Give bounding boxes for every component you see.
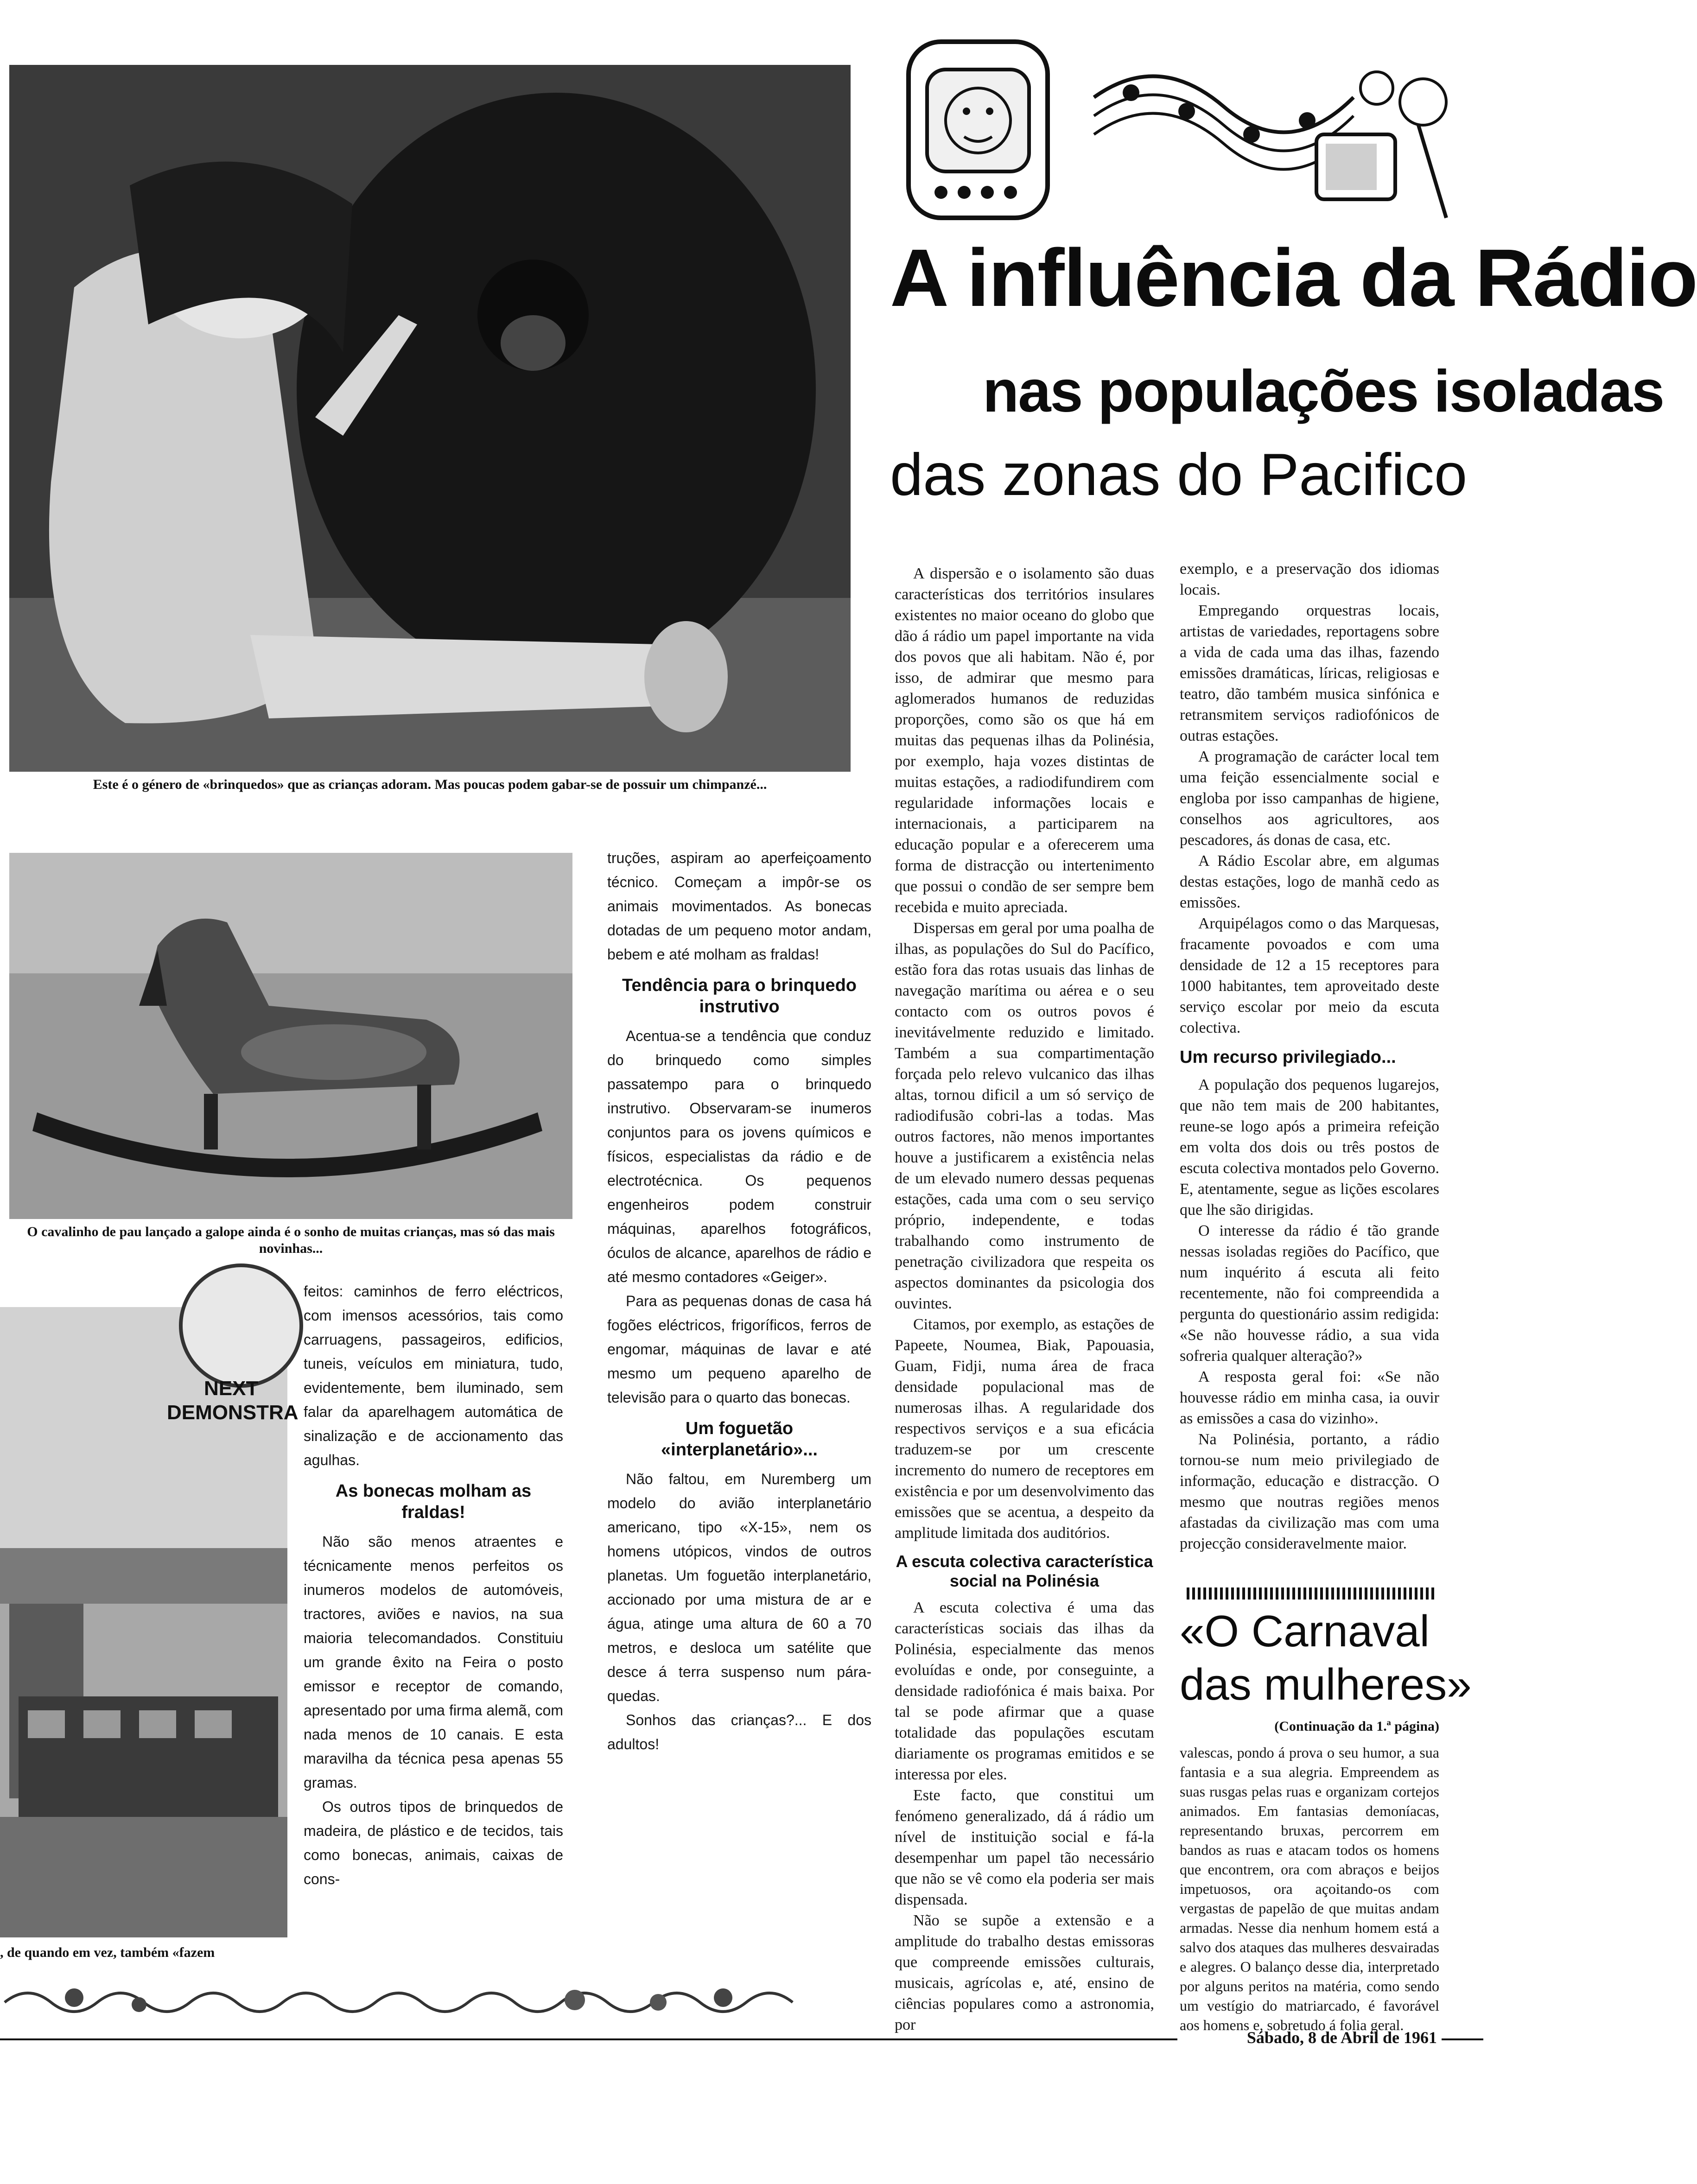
toys-col-a-paragraph-3: Os outros tipos de brinquedos de madeira, de plástico e de tecidos, tais como bonecas, animais, caixas de cons- — [304, 1798, 563, 1887]
carnaval-body — [1180, 1743, 1439, 2033]
carnaval-title-line1: «O Carnaval — [1180, 1606, 1430, 1656]
display-sign-line1: NEXT — [204, 1377, 259, 1400]
chimpanzee-photo-caption: Este é o género de «brinquedos» que as crianças adoram. Mas poucas podem gabar-se de possuir um chimpanzé... — [93, 777, 767, 792]
radio-illustration-art — [899, 32, 1483, 227]
rocking-horse-photo-caption: O cavalinho de pau lançado a galope ainda é o sonho de muitas crianças, mas só das mais novinhas... — [27, 1224, 555, 1256]
footer-date: Sábado, 8 de Abril de 1961 — [1246, 2028, 1437, 2047]
toys-col-a-paragraph-1: feitos: caminhos de ferro eléctricos, com imensos acessórios, tais como carruagens, passageiros, edificios, tuneis, veículos em miniatura, tudo, evidentemente, bem iluminado, sem falar da aparelhagem automática de sinalização e de accionamento das agulhas. — [304, 1283, 563, 1468]
radio-col1-paragraph-6: Não se supõe a extensão e a amplitude do trabalho destas emissoras que compreende emissões culturais, musicais, agrícolas e, até, ensino de ciências populares como a astronomia, por — [895, 1912, 1154, 2033]
radio-col2-heading: Um recurso privilegiado... — [1180, 1048, 1396, 1067]
toys-col-b-heading-1: Tendência para o brinquedo instrutivo — [622, 976, 857, 1016]
radio-column-1 — [895, 563, 1154, 2033]
radio-col2-paragraph-5: Arquipélagos como o das Marquesas, fracamente povoados e com uma densidade de 12 a 15 receptores para 1000 habitantes, tem aproveitado deste serviço escolar por meio da escuta colectiva. — [1180, 915, 1439, 1036]
chimpanzee-photo — [9, 65, 851, 772]
toys-col-b-paragraph-1: truções, aspiram ao aperfeiçoamento técnico. Começam a impôr-se os animais movimentados. As bonecas dotadas de um pequeno motor andam, bebem e até molham as fraldas! — [607, 850, 871, 963]
radio-col2-paragraph-9: Na Polinésia, portanto, a rádio tornou-se num meio privilegiado de informação, educação e distracção. O mesmo que noutras regiões menos afastadas da civilização mas com uma projecção consideravelmente maior. — [1180, 1431, 1439, 1552]
chimpanzee-photo-art — [9, 65, 851, 772]
toy-train-photo — [0, 1307, 299, 1937]
radio-illustration — [899, 32, 1483, 227]
radio-title-line1: A influência da Rádio — [890, 233, 1697, 324]
footer-rule-left — [0, 2038, 1177, 2040]
toys-col-b-paragraph-5: Sonhos das crianças?... E dos adultos! — [607, 1712, 871, 1752]
radio-col1-heading: A escuta colectiva característica social na Polinésia — [896, 1552, 1153, 1590]
radio-col2-paragraph-8: A resposta geral foi: «Se não houvesse rádio em minha casa, ia ouvir as emissões a casa do vizinho». — [1180, 1368, 1439, 1427]
footer-rule-right — [1442, 2038, 1483, 2040]
toys-col-b-paragraph-4: Não faltou, em Nuremberg um modelo do avião interplanetário americano, tipo «X-15», nem os homens utópicos, vindos de outros planetas. Um foguetão interplanetário, accionado por uma mistura de ar e água, atinge uma altura de 60 a 70 metros, e desloca um satélite que desce á terra suspenso num pára-quedas. — [607, 1471, 871, 1704]
radio-col2-paragraph-3: A programação de carácter local tem uma feição essencialmente social e engloba por isso campanhas de higiene, conselhos aos agricultores, aos pescadores, ás donas de casa, etc. — [1180, 748, 1439, 849]
radio-col2-paragraph-2: Empregando orquestras locais, artistas de variedades, reportagens sobre a vida de cada uma das ilhas, fazendo emissões dramáticas, líricas, religiosas e teatro, dão também musica sinfónica e retransmitem serviços radiofónicos de outras estações. — [1180, 602, 1439, 744]
radio-col1-paragraph-4: A escuta colectiva é uma das características sociais das ilhas da Polinésia, especialmente das menos evoluídas e onde, por conseguinte, a densidade radiofónica é mais baixa. Por tal se pode afirmar que a quase totalidade das populações escutam diariamente os programas emitidos e se interessa por eles. — [895, 1599, 1154, 1783]
radio-title-line3: das zonas do Pacifico — [890, 442, 1468, 508]
toys-col-a-paragraph-2: Não são menos atraentes e técnicamente menos perfeitos os inumeros modelos de automóveis, tractores, aviões e navios, na sua maioria telecomandados. Constituiu um grande êxito na Feira o posto emissor e receptor de comando, apresentado por uma firma alemã, com nada menos de 10 canais. E esta maravilha da técnica pesa apenas 55 gramas. — [304, 1533, 563, 1791]
toys-column-b — [607, 846, 871, 1986]
toys-col-a-heading: As bonecas molham as fraldas! — [335, 1481, 532, 1522]
toys-col-b-paragraph-3: Para as pequenas donas de casa há fogões eléctricos, frigoríficos, ferros de engomar, máquinas de lavar e até mesmo um pequeno aparelho de televisão para o quarto das bonecas. — [607, 1293, 871, 1406]
toys-column-a — [304, 1279, 563, 1984]
radio-col1-paragraph-1: A dispersão e o isolamento são duas características dos territórios insulares existentes no maior oceano do globo que dão á rádio um papel importante na vida dos povos que ali habitam. Não é, por isso, de admirar que mesmo para aglomerados humanos de reduzidas proporções, como são os que há em muitas das pequenas ilhas da Polinésia, por exemplo, haja vozes distintas de muitas estações, a radiodifundirem com regularidade informações locais e internacionais, a participarem na educação popular e a oferecerem uma forma de distracção ou intertenimento que possui o condão de ser sempre bem recebida e muito apreciada. — [895, 565, 1154, 916]
radio-column-2 — [1180, 559, 1439, 1569]
radio-col2-paragraph-1: exemplo, e a preservação dos idiomas locais. — [1180, 560, 1439, 598]
radio-col1-paragraph-2: Dispersas em geral por uma poalha de ilhas, as populações do Sul do Pacífico, estão fora das rotas usuais das linhas de navegação marítima ou aérea e o seu contacto com os outros povos é inevitávelmente reduzido e limitado. Também a sua compartimentação forçada pelo relevo vulcanico das ilhas altas, tornou dificil a um só serviço de radiodifusão cobri-las a todas. Mas outros factores, não menos importantes houve a justificarem a existência nelas de um elevado numero dessas pequenas estações, cada uma com o seu serviço próprio, independente, e todas trabalhando como instrumento de penetração civilizadora que respeita os aspectos dominantes da psicologia dos ouvintes. — [895, 920, 1154, 1312]
radio-col2-paragraph-7: O interesse da rádio é tão grande nessas isoladas regiões do Pacífico, que num inquérito á escuta ali feito recentemente, não foi compreendida a pergunta do questionário assim redigida: «Se não houvesse rádio, a sua vida sofreria qualquer alteração?» — [1180, 1222, 1439, 1365]
radio-title-line2: nas populações isoladas — [983, 358, 1664, 425]
display-sign-line2: DEMONSTRA — [167, 1401, 299, 1424]
carnaval-body-paragraph: valescas, pondo á prova o seu humor, a sua fantasia e a sua alegria. Empreendem as suas rusgas pelas ruas e organizam cortejos animados. Em fantasias demoníacas, representando bruxas, percorrem em bandos as ruas e atacam todos os homens que encontrem, ora com abraços e beijos impetuosos, ora açoitando-os com vergastas de papelão de que muitas andam armadas. Nesse dia nenhum homem está a salvo dos ataques das mulheres desvairadas e alegres. O balanço desse dia, interpretado por alguns peritos na matéria, como sendo um vestígio do matriarcado, é favorável aos homens e, sobretudo á folia geral. — [1180, 1744, 1439, 2033]
radio-col1-paragraph-5: Este facto, que constitui um fenómeno generalizado, dá á rádio um nível de instituição social e fá-la desempenhar um papel tão necessário que não se vê como ela poderia ser mais dispensada. — [895, 1787, 1154, 1908]
carnaval-title-line2: das mulheres» — [1180, 1660, 1472, 1709]
radio-col1-paragraph-3: Citamos, por exemplo, as estações de Papeete, Noumea, Biak, Papouasia, Guam, Fidji, numa área de fraca densidade populacional mas de numerosas ilhas. A regularidade dos respectivos serviços e a sua eficácia traduzem-se por um crescente incremento do numero de receptores em existência e por um desenvolvimento das emissões que se acentua, a despeito da amplitude limitada dos auditórios. — [895, 1316, 1154, 1542]
rocking-horse-photo — [9, 853, 572, 1219]
rocking-horse-photo-art — [9, 853, 572, 1219]
toy-train-photo-caption: , de quando em vez, também «fazem — [0, 1945, 215, 1960]
carnaval-separator-rule — [1187, 1587, 1437, 1600]
carnaval-continuation-note: (Continuação da 1.ª página) — [1274, 1719, 1439, 1734]
radio-col2-paragraph-4: A Rádio Escolar abre, em algumas destas estações, logo de manhã cedo as emissões. — [1180, 852, 1439, 911]
radio-col2-paragraph-6: A população dos pequenos lugarejos, que não tem mais de 200 habitantes, reune-se logo após a primeira refeição em volta dos dois ou três postos de escuta colectiva montados pelo Governo. E, atentamente, segue as lições escolares que lhe são dirigidas. — [1180, 1076, 1439, 1219]
toys-col-b-paragraph-2: Acentua-se a tendência que conduz do brinquedo como simples passatempo para o brinquedo instrutivo. Observaram-se inumeros conjuntos para os jovens químicos e físicos, especialistas da rádio e de electrotécnica. Os pequenos engenheiros podem construir máquinas, aparelhos fotográficos, óculos de alcance, aparelhos de rádio e até mesmo contadores «Geiger». — [607, 1028, 871, 1285]
toys-col-b-heading-2: Um foguetão «interplanetário»... — [661, 1419, 818, 1460]
